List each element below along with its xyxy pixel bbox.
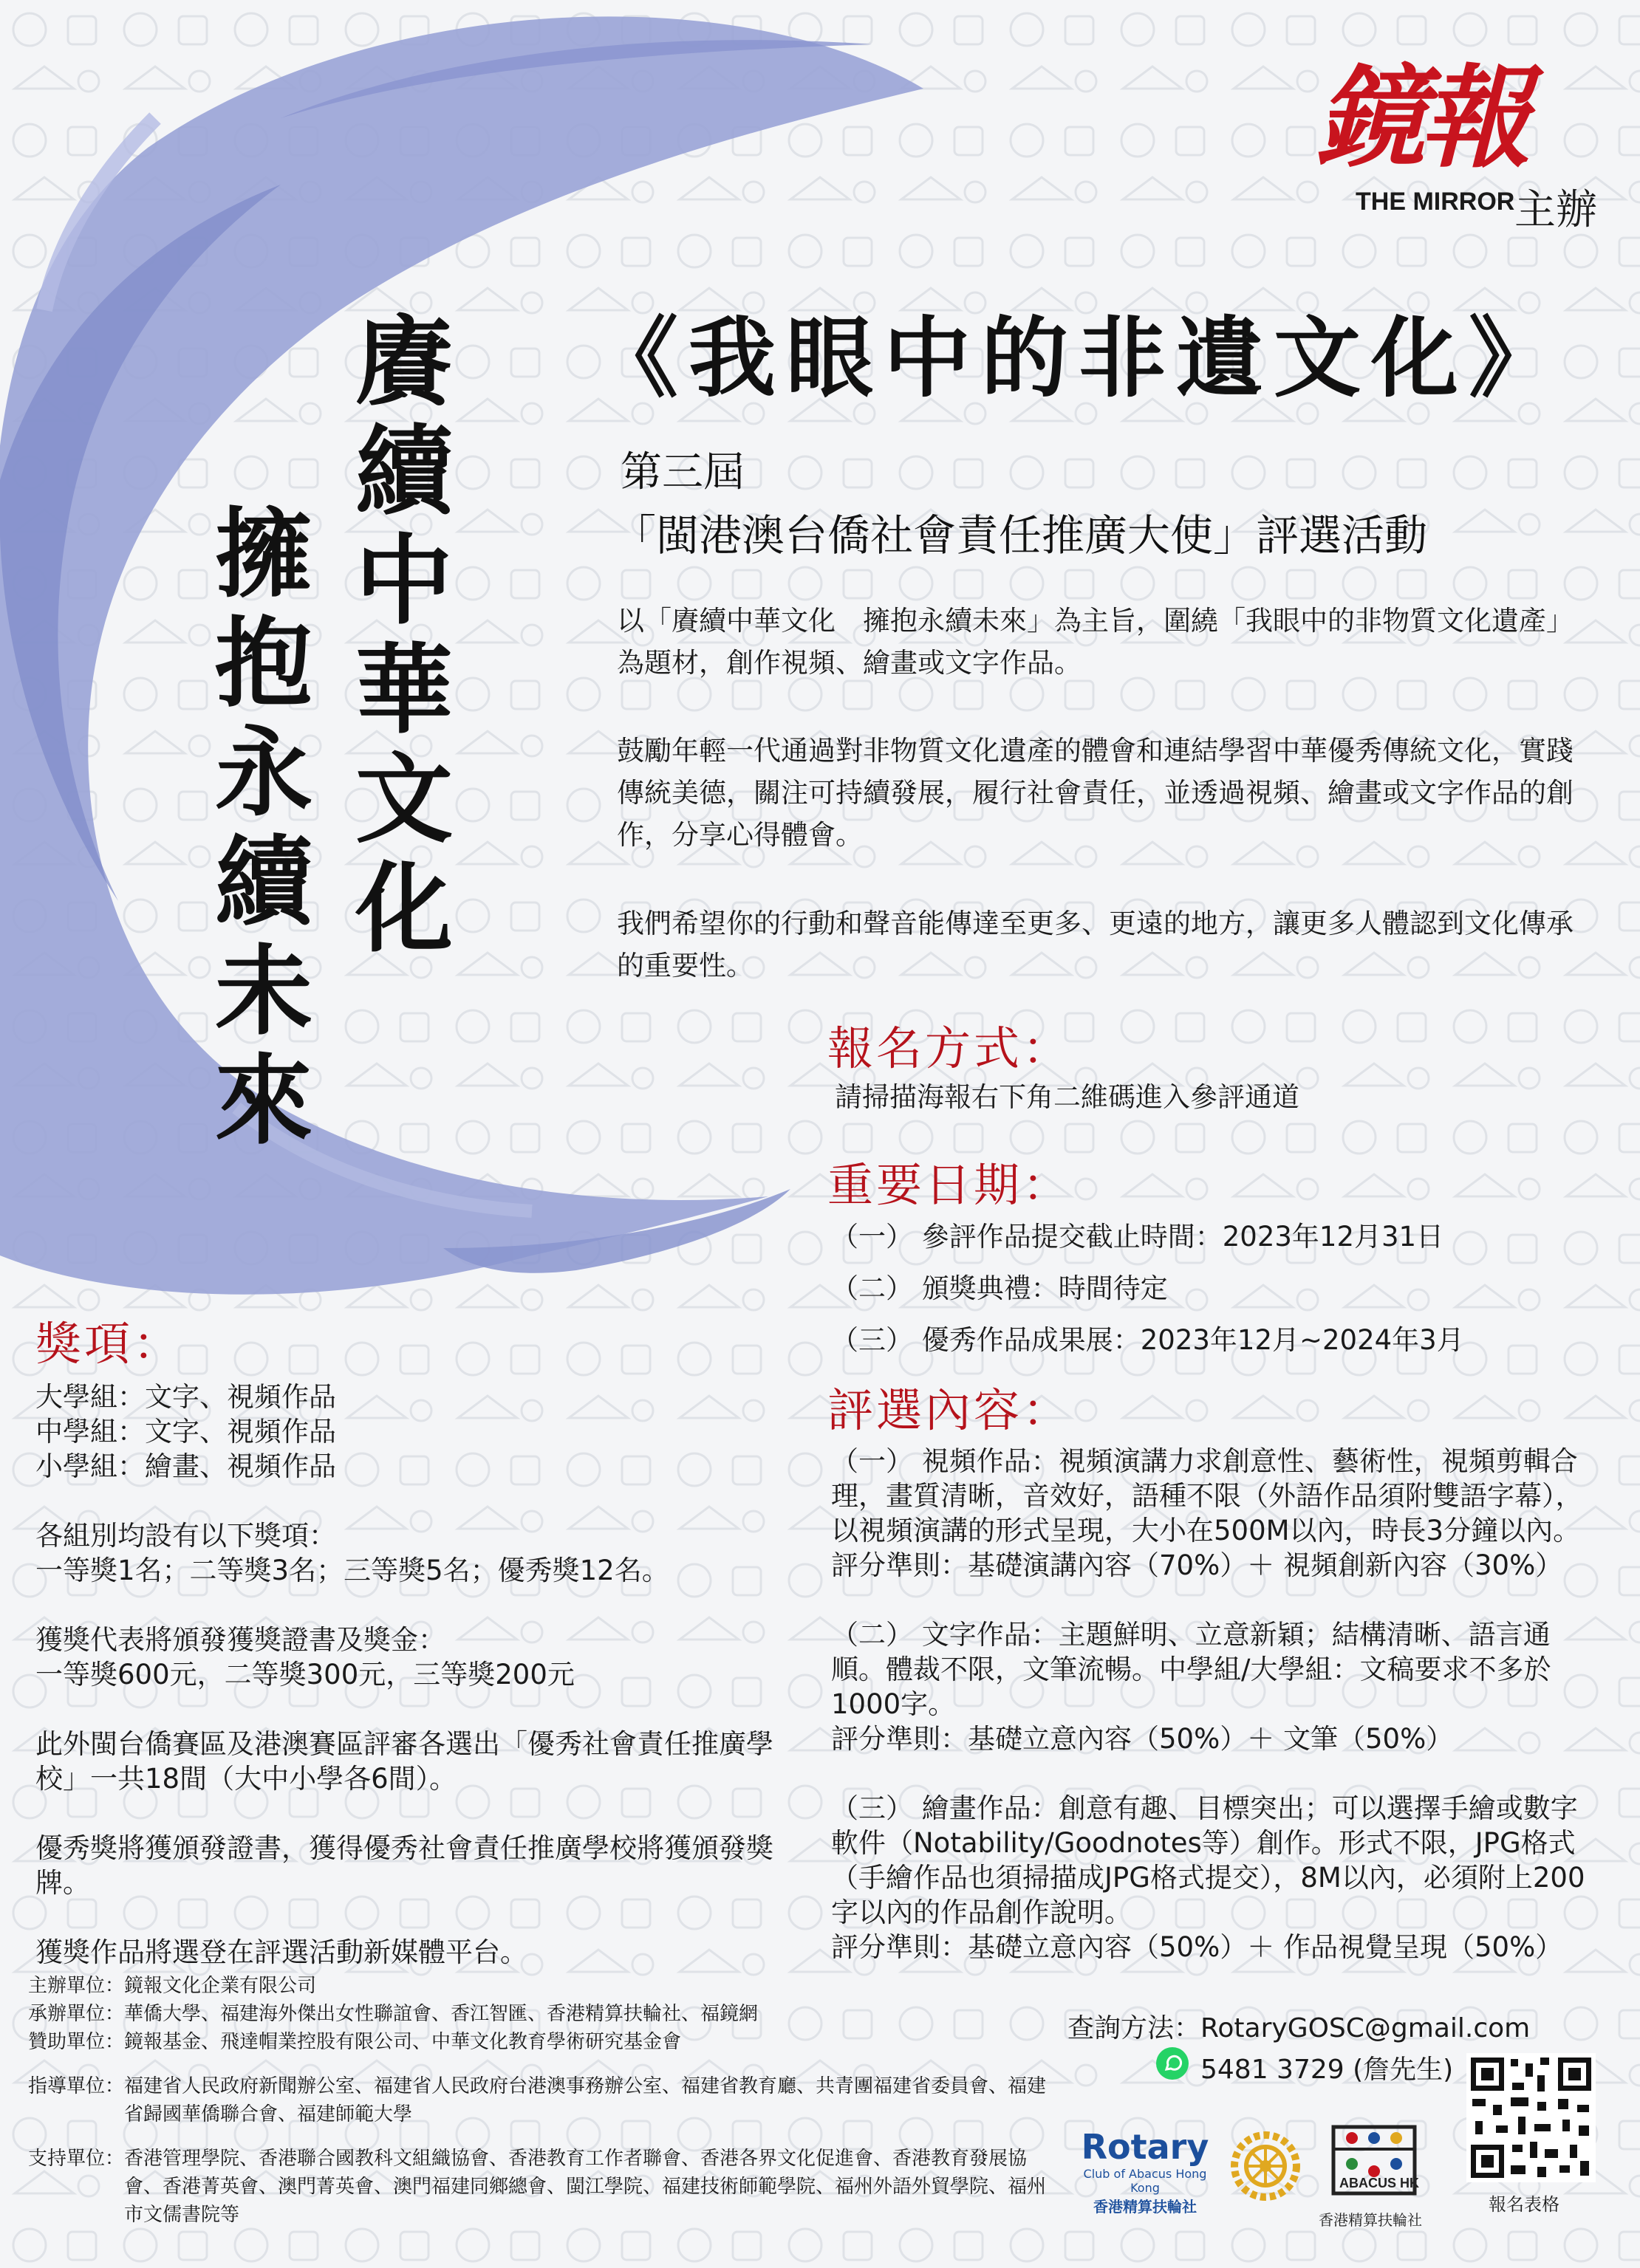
slogan-line-1: 賡續中華文化: [338, 310, 453, 966]
host-label: 主辦: [1514, 186, 1597, 234]
intro-paragraph-1: 以「賡續中華文化 擁抱永續未來」為主旨，圍繞「我眼中的非物質文化遺產」為題材，創作視頻、繪畫或文字作品。: [617, 605, 1574, 679]
registration-heading: 報名方式：: [827, 1021, 1072, 1075]
rotary-name: Rotary: [1081, 2127, 1209, 2167]
criteria-heading: 評選內容：: [827, 1383, 1072, 1437]
video-criteria: （一） 視頻作品：視頻演講力求創意性、藝術性，視頻剪輯合理，畫質清晰，音效好，語種不限（外語作品須附雙語字幕），以視頻演講的形式呈現，大小在500M以內，時長3分鐘以內。: [831, 1445, 1583, 1546]
rotary-subtitle: Club of Abacus Hong Kong: [1083, 2167, 1207, 2195]
abacus-hk-logo: [1326, 2120, 1422, 2208]
school-awards: 此外閩台僑賽區及港澳賽區評審各選出「優秀社會責任推廣學校」一共18間（大中小學各6間）。: [35, 1728, 773, 1795]
slogan-line-2: 擁抱永續未來: [198, 502, 312, 1158]
rotary-logo: [1067, 2127, 1223, 2216]
poster-title: 《我眼中的非遺文化》: [590, 306, 1566, 409]
dates-list: [831, 1211, 1464, 1366]
support-unit: 香港管理學院、香港聯合國教科文組織協會、香港教育工作者聯會、香港各界文化促進會、香港教育發展協會、香港菁英會、澳門菁英會、澳門福建同鄉總會、閩江學院、福建技術師範學院、福州外語外貿學院、福州市文儒書院等: [124, 2148, 1047, 2226]
award-group: 大學組：文字、視頻作品: [35, 1381, 336, 1413]
abacus-chinese: 香港精算扶輪社: [1319, 2211, 1422, 2229]
cert-intro: 獲獎代表將頒發獲獎證書及獎金：: [35, 1624, 445, 1656]
drawing-criteria: （三） 繪畫作品：創意有趣、目標突出；可以選擇手繪或數字軟件（Notability/Goodnotes等）創作。形式不限，JPG格式（手繪作品也須掃描成JPG格式提交），8M以內，必須附上200字以內的作品創作說明。: [831, 1792, 1585, 1928]
award-group: 小學組：繪畫、視頻作品: [35, 1450, 336, 1482]
the-mirror-logo: 鏡報: [1315, 53, 1525, 183]
cash-prizes: 一等獎600元，二等獎300元，三等獎200元: [35, 1659, 575, 1690]
media-note: 獲獎作品將選登在評選活動新媒體平台。: [35, 1936, 527, 1968]
sponsor-unit: 鏡報基金、飛達帽業控股有限公司、中華文化教育學術研究基金會: [124, 2031, 682, 2053]
contact-email: 查詢方法：RotaryGOSC@gmail.com: [1067, 2013, 1531, 2043]
the-mirror-logo-english: THE MIRROR: [1356, 188, 1515, 216]
prizes-intro: 各組別均設有以下獎項：: [35, 1520, 336, 1552]
rotary-wheel-icon: [1230, 2131, 1301, 2202]
intro-paragraph-2: 鼓勵年輕一代通過對非物質文化遺產的體會和連結學習中華優秀傳統文化，實踐傳統美德，關注可持續發展，履行社會責任，並透過視頻、繪畫或文字作品的創作，分享心得體會。: [617, 735, 1574, 851]
abacus-name: ABACUS HK: [1339, 2176, 1419, 2190]
organizing-units: [28, 1972, 1048, 2229]
drawing-scoring: 評分準則：基礎立意內容（50%）＋ 作品視覺呈現（50%）: [831, 1931, 1563, 1963]
event-name: 「閩港澳台僑社會責任推廣大使」評選活動: [613, 510, 1428, 561]
dates-heading: 重要日期：: [827, 1158, 1072, 1212]
host-unit-label: 主辦單位：: [28, 1975, 125, 1997]
awards-list: [35, 1380, 774, 1970]
sponsor-unit-label: 贊助單位：: [28, 2031, 125, 2053]
date-item: （三） 優秀作品成果展：2023年12月~2024年3月: [831, 1324, 1464, 1356]
qr-label: 報名表格: [1489, 2194, 1559, 2215]
video-scoring: 評分準則：基礎演講內容（70%）＋ 視頻創新內容（30%）: [831, 1549, 1563, 1581]
text-criteria: （二） 文字作品：主題鮮明、立意新穎；結構清晰、語言通順。體裁不限，文筆流暢。中學組/大學組：文稿要求不多於1000字。: [831, 1619, 1551, 1720]
certificate-note: 優秀獎將獲頒發證書，獲得優秀社會責任推廣學校將獲頒發獎牌。: [35, 1832, 773, 1899]
qr-code[interactable]: [1466, 2053, 1596, 2182]
date-item: （一） 參評作品提交截止時間：2023年12月31日: [831, 1221, 1444, 1253]
organizer-unit: 華僑大學、福建海外傑出女性聯誼會、香江智匯、香港精算扶輪社、福鏡網: [124, 2003, 759, 2025]
registration-text: 請掃描海報右下角二維碼進入參評通道: [835, 1081, 1299, 1113]
prizes-count: 一等獎1名；二等獎3名；三等獎5名；優秀獎12名。: [35, 1555, 669, 1586]
guide-unit: 福建省人民政府新聞辦公室、福建省人民政府台港澳事務辦公室、福建省教育廳、共青團福建省委員會、福建省歸國華僑聯合會、福建師範大學: [124, 2075, 1047, 2125]
host-unit: 鏡報文化企業有限公司: [124, 1975, 317, 1997]
guide-unit-label: 指導單位：: [28, 2075, 125, 2097]
intro-paragraph-3: 我們希望你的行動和聲音能傳達至更多、更遠的地方，讓更多人體認到文化傳承的重要性。: [617, 908, 1574, 981]
award-group: 中學組：文字、視頻作品: [35, 1416, 336, 1448]
text-scoring: 評分準則：基礎立意內容（50%）＋ 文筆（50%）: [831, 1723, 1454, 1755]
date-item: （二） 頒獎典禮：時間待定: [831, 1272, 1168, 1304]
support-unit-label: 支持單位：: [28, 2148, 125, 2170]
organizer-unit-label: 承辦單位：: [28, 2003, 125, 2025]
rotary-chinese: 香港精算扶輪社: [1093, 2198, 1197, 2216]
contact-phone: 5481 3729 (詹先生): [1200, 2055, 1454, 2085]
edition-label: 第三屆: [621, 448, 745, 496]
whatsapp-icon: [1156, 2047, 1189, 2080]
awards-heading: 獎項：: [35, 1317, 182, 1371]
criteria-list: [831, 1444, 1599, 1999]
